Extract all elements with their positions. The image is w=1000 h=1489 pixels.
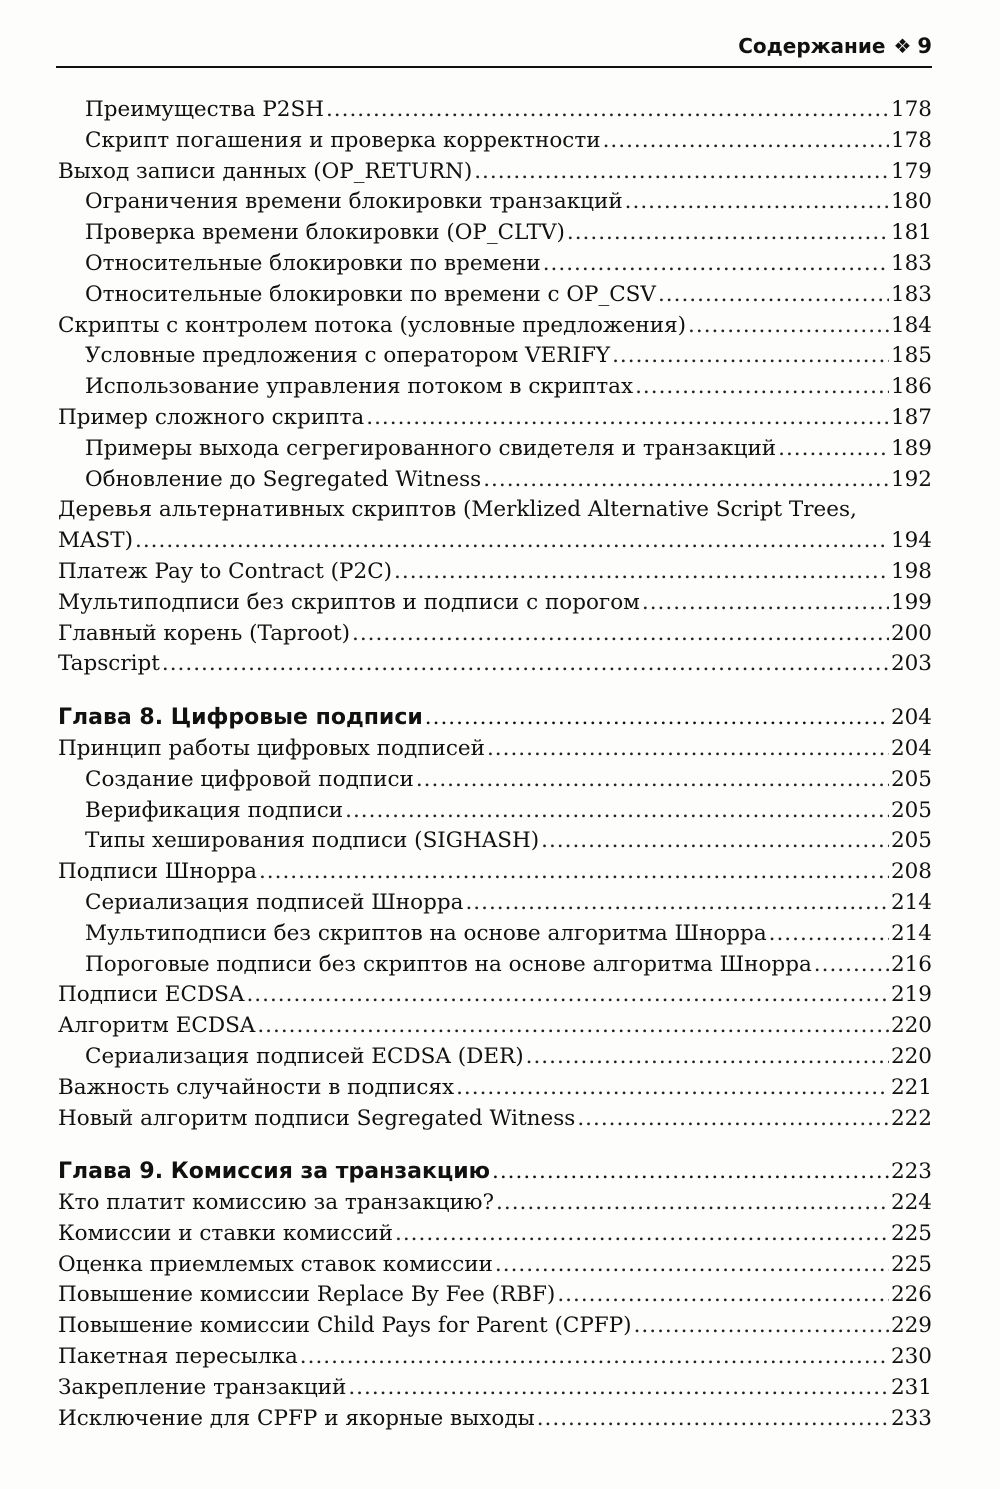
toc-entry[interactable] [58, 857, 932, 888]
toc-entry-page: 216 [890, 951, 932, 977]
toc-entry-page: 220 [890, 1043, 932, 1069]
leader-dots [541, 826, 889, 857]
toc-entry[interactable] [58, 649, 932, 680]
toc-entry-page: 192 [890, 466, 932, 492]
toc-entry-page: 205 [890, 797, 932, 823]
leader-dots [345, 796, 889, 827]
leader-dots [483, 465, 889, 496]
toc-entry-title: Обновление до Segregated Witness [85, 466, 482, 492]
toc-entry-page: 194 [890, 528, 932, 554]
table-of-contents [58, 95, 932, 1434]
toc-entry[interactable] [58, 1073, 932, 1104]
leader-dots [642, 588, 889, 619]
leader-dots [366, 403, 889, 434]
chapter-title: Глава 9. Комиссия за транзакцию [58, 1159, 491, 1185]
toc-entry-title: Типы хеширования подписи (SIGHASH) [85, 828, 540, 854]
leader-dots [495, 1250, 889, 1281]
leader-dots [537, 1404, 889, 1435]
chapter-9-entries [58, 1188, 932, 1434]
toc-entry-page: 224 [890, 1190, 932, 1216]
chapter-title: Глава 8. Цифровые подписи [58, 705, 423, 731]
toc-entry-title: Сериализация подписей ECDSA (DER) [85, 1043, 524, 1069]
toc-entry-page: 203 [890, 651, 932, 677]
toc-entry-page: 214 [890, 889, 932, 915]
toc-entry[interactable] [58, 1280, 932, 1311]
leader-dots [567, 218, 889, 249]
toc-block-2 [58, 557, 932, 680]
leader-dots [814, 950, 889, 981]
toc-entry[interactable] [58, 734, 932, 765]
toc-entry-page: 225 [890, 1251, 932, 1277]
chapter-9-heading[interactable] [58, 1157, 932, 1188]
toc-entry-title: Оценка приемлемых ставок комиссии [58, 1251, 493, 1277]
toc-entry[interactable] [58, 187, 932, 218]
toc-entry-title: Закрепление транзакций [58, 1374, 347, 1400]
leader-dots [778, 434, 889, 465]
toc-entry-page: 229 [890, 1313, 932, 1339]
toc-entry-title: Условные предложения с оператором VERIFY [85, 343, 611, 369]
toc-entry-title: Примеры выхода сегрегированного свидетеля и транзакций [85, 435, 777, 461]
toc-entry[interactable] [58, 950, 932, 981]
toc-entry-page: 187 [890, 404, 932, 430]
toc-entry-title: Алгоритм ECDSA [58, 1013, 256, 1039]
toc-entry[interactable] [58, 919, 932, 950]
toc-entry[interactable] [58, 888, 932, 919]
chapter-8-heading[interactable] [58, 703, 932, 734]
toc-entry-title: Принцип работы цифровых подписей [58, 735, 485, 761]
toc-entry-title: Верификация подписи [85, 797, 344, 823]
toc-entry-title: Создание цифровой подписи [85, 766, 414, 792]
toc-entry[interactable] [58, 765, 932, 796]
toc-entry-page: 220 [890, 1013, 932, 1039]
toc-entry-title: Главный корень (Taproot) [58, 620, 350, 646]
leader-dots [635, 372, 889, 403]
running-header [56, 28, 932, 68]
leader-dots [612, 341, 889, 372]
toc-entry-page: 219 [890, 982, 932, 1008]
leader-dots [425, 703, 889, 734]
toc-entry-page: 179 [890, 158, 932, 184]
toc-entry-title: Использование управления потоком в скриптах [85, 374, 634, 400]
toc-entry-title: Комиссии и ставки комиссий [58, 1220, 394, 1246]
leader-dots [416, 765, 889, 796]
toc-entry[interactable] [58, 557, 932, 588]
leader-dots [257, 1011, 889, 1042]
toc-entry-title: Деревья альтернативных скриптов (Merklized Alternative Script Trees, [58, 497, 857, 523]
toc-entry-page: 181 [890, 220, 932, 246]
leader-dots [603, 126, 889, 157]
toc-entry-page: 198 [890, 558, 932, 584]
toc-entry-page: 233 [890, 1405, 932, 1431]
toc-entry-page: 231 [890, 1374, 932, 1400]
toc-entry[interactable] [58, 980, 932, 1011]
toc-entry-page: 225 [890, 1220, 932, 1246]
leader-dots [492, 1157, 889, 1188]
leader-dots [543, 249, 889, 280]
leader-dots [526, 1042, 889, 1073]
leader-dots [634, 1311, 889, 1342]
toc-entry-page: 205 [890, 828, 932, 854]
toc-entry-title-cont: MAST) [58, 528, 133, 554]
toc-entry-title: Пример сложного скрипта [58, 404, 365, 430]
toc-entry-page: 208 [890, 859, 932, 885]
toc-entry-title: Ограничения времени блокировки транзакций [85, 189, 623, 215]
toc-entry-title: Скрипты с контролем потока (условные предложения) [58, 312, 687, 338]
toc-entry-page: 199 [890, 589, 932, 615]
toc-entry[interactable] [58, 1250, 932, 1281]
toc-entry-page: 204 [890, 735, 932, 761]
toc-entry-title: Новый алгоритм подписи Segregated Witness [58, 1105, 576, 1131]
toc-entry[interactable] [58, 1011, 932, 1042]
toc-entry-title: Мультиподписи без скриптов и подписи с порогом [58, 589, 640, 615]
toc-entry-page: 200 [890, 620, 932, 646]
toc-entry[interactable] [58, 218, 932, 249]
toc-entry[interactable] [58, 249, 932, 280]
toc-entry[interactable] [58, 372, 932, 403]
toc-entry-page: 230 [890, 1344, 932, 1370]
leader-dots [246, 980, 889, 1011]
toc-entry-title: Мультиподписи без скриптов на основе алгоритма Шнорра [85, 920, 767, 946]
leader-dots [496, 1188, 889, 1219]
leader-dots [259, 857, 889, 888]
toc-entry[interactable] [58, 1342, 932, 1373]
toc-entry-title: Исключение для CPFP и якорные выходы [58, 1405, 535, 1431]
toc-entry-page: 184 [890, 312, 932, 338]
leader-dots [162, 649, 889, 680]
leader-dots [769, 919, 889, 950]
leader-dots [474, 157, 889, 188]
toc-entry-page: 205 [890, 766, 932, 792]
leader-dots [688, 311, 889, 342]
toc-entry[interactable] [58, 126, 932, 157]
toc-entry[interactable] [58, 95, 932, 126]
toc-entry[interactable] [58, 588, 932, 619]
toc-entry[interactable] [58, 1311, 932, 1342]
leader-dots [465, 888, 889, 919]
toc-entry[interactable] [58, 1373, 932, 1404]
leader-dots [625, 187, 889, 218]
toc-entry-title: Выход записи данных (OP_RETURN) [58, 158, 473, 184]
toc-entry[interactable] [58, 1188, 932, 1219]
chapter-page: 223 [890, 1159, 932, 1185]
toc-entry-page: 183 [890, 250, 932, 276]
toc-entry-title: Относительные блокировки по времени [85, 250, 541, 276]
leader-dots [658, 280, 889, 311]
toc-entry[interactable] [58, 403, 932, 434]
chapter-page: 204 [890, 705, 932, 731]
toc-entry[interactable] [58, 465, 932, 496]
toc-entry[interactable] [58, 1404, 932, 1435]
chapter-8-entries [58, 734, 932, 1134]
toc-entry-page: 226 [890, 1282, 932, 1308]
toc-entry-mast[interactable] [58, 495, 932, 557]
toc-block-1 [58, 95, 932, 495]
toc-entry[interactable] [58, 1219, 932, 1250]
toc-entry-title: Пакетная пересылка [58, 1344, 298, 1370]
toc-entry[interactable] [58, 341, 932, 372]
toc-entry-title: Важность случайности в подписях [58, 1074, 455, 1100]
header-section-title: Содержание [738, 34, 886, 58]
toc-entry[interactable] [58, 826, 932, 857]
leader-dots [395, 1219, 889, 1250]
toc-entry-title: Преимущества P2SH [85, 97, 324, 122]
toc-entry-page: 178 [890, 97, 932, 122]
ornament-icon: ❖ [893, 34, 912, 58]
toc-entry[interactable] [58, 1104, 932, 1135]
toc-entry[interactable] [58, 434, 932, 465]
toc-entry-title: Кто платит комиссию за транзакцию? [58, 1190, 495, 1216]
toc-entry[interactable] [58, 311, 932, 342]
toc-entry-page: 221 [890, 1074, 932, 1100]
leader-dots [487, 734, 889, 765]
toc-entry[interactable] [58, 157, 932, 188]
header-right [738, 34, 932, 58]
toc-entry-page: 189 [890, 435, 932, 461]
toc-entry-page: 183 [890, 281, 932, 307]
leader-dots [135, 526, 889, 557]
toc-entry-title: Tapscript [58, 651, 160, 677]
leader-dots [300, 1342, 889, 1373]
toc-entry-title: Сериализация подписей Шнорра [85, 889, 464, 915]
toc-entry-page: 178 [890, 127, 932, 153]
toc-entry[interactable] [58, 619, 932, 650]
toc-entry-title: Повышение комиссии Replace By Fee (RBF) [58, 1282, 556, 1308]
leader-dots [352, 619, 889, 650]
toc-entry-title: Подписи ECDSA [58, 982, 245, 1008]
toc-entry-title: Проверка времени блокировки (OP_CLTV) [85, 220, 565, 246]
leader-dots [394, 557, 889, 588]
toc-entry-title: Подписи Шнорра [58, 859, 257, 885]
toc-entry-page: 186 [890, 374, 932, 400]
leader-dots [577, 1104, 889, 1135]
leader-dots [348, 1373, 889, 1404]
header-page-number: 9 [917, 34, 932, 58]
leader-dots [326, 95, 889, 126]
toc-entry-title: Относительные блокировки по времени с OP_CSV [85, 281, 656, 307]
toc-entry-title: Повышение комиссии Child Pays for Parent (CPFP) [58, 1313, 632, 1339]
toc-entry-title: Скрипт погашения и проверка корректности [85, 127, 601, 153]
leader-dots [456, 1073, 889, 1104]
toc-entry[interactable] [58, 280, 932, 311]
toc-entry[interactable] [58, 796, 932, 827]
toc-entry-page: 180 [890, 189, 932, 215]
toc-entry-page: 185 [890, 343, 932, 369]
toc-entry[interactable] [58, 1042, 932, 1073]
toc-entry-page: 222 [890, 1105, 932, 1131]
toc-entry-page: 214 [890, 920, 932, 946]
toc-entry-title: Платеж Pay to Contract (P2C) [58, 558, 393, 584]
leader-dots [557, 1280, 889, 1311]
toc-entry-title: Пороговые подписи без скриптов на основе алгоритма Шнорра [85, 951, 812, 977]
